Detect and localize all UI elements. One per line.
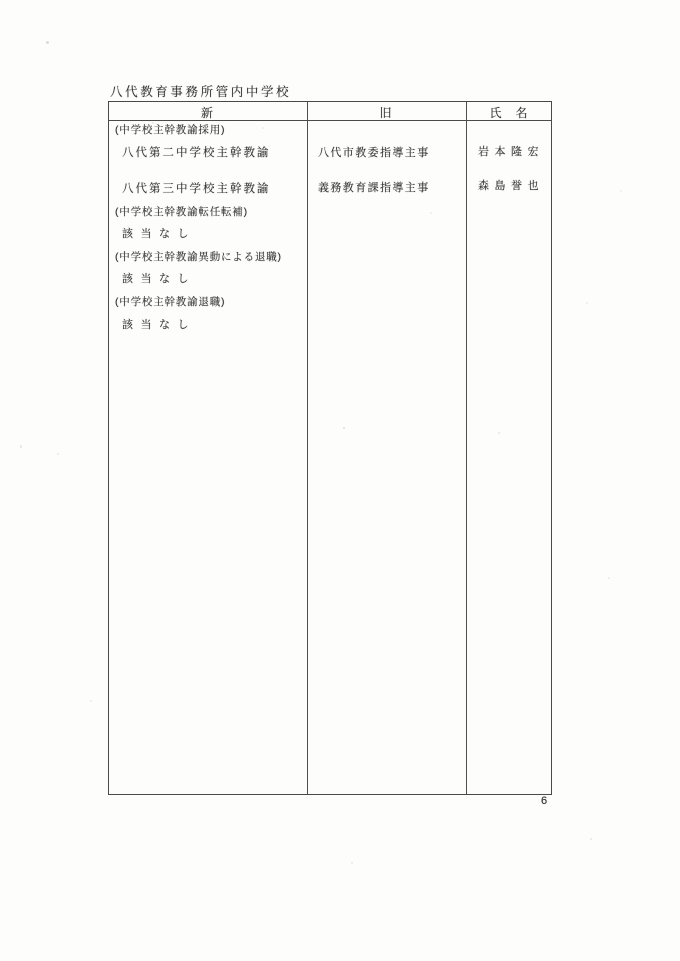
scan-speck <box>262 127 264 129</box>
column-divider-2 <box>466 102 467 794</box>
table-row-category-idou-taishoku: (中学校主幹教諭異動による退職) <box>115 251 282 263</box>
table-row-not-applicable: 該当なし <box>122 228 196 240</box>
scan-speck <box>498 432 500 434</box>
scan-speck <box>20 445 22 448</box>
table-row-entry-old-position: 八代市教委指導主事 <box>318 147 430 159</box>
scan-speck <box>57 453 59 455</box>
document-title: 八代教育事務所管内中学校 <box>110 85 292 99</box>
scan-speck <box>586 302 588 304</box>
table-row-category-tennin: (中学校主幹教諭転任転補) <box>115 206 248 218</box>
table-row-not-applicable: 該当なし <box>122 273 196 285</box>
table-row-entry-old-position: 義務教育課指導主事 <box>318 182 430 194</box>
column-header-name: 氏名 <box>489 106 542 120</box>
column-divider-1 <box>307 102 308 794</box>
column-header-new: 新 <box>200 106 215 120</box>
personnel-table <box>108 101 552 795</box>
table-row-entry-new-position: 八代第二中学校主幹教諭 <box>122 147 271 159</box>
page-number: 6 <box>541 795 548 807</box>
table-row-not-applicable: 該当なし <box>122 319 196 331</box>
scan-speck <box>90 700 92 702</box>
table-row-entry-new-position: 八代第三中学校主幹教諭 <box>122 183 271 195</box>
scan-speck <box>590 838 592 840</box>
table-row-entry-person-name: 岩本隆宏 <box>478 146 544 158</box>
scan-speck <box>351 862 353 864</box>
scan-speck <box>343 427 345 429</box>
scan-speck <box>620 190 622 192</box>
scan-speck <box>608 577 610 579</box>
column-header-old: 旧 <box>379 106 394 120</box>
table-row-category-taishoku: (中学校主幹教諭退職) <box>115 296 226 308</box>
scan-speck <box>46 41 49 44</box>
scan-speck <box>430 212 432 214</box>
scan-speck <box>152 122 154 124</box>
table-row-category-saiyou: (中学校主幹教諭採用) <box>115 124 226 136</box>
table-row-entry-person-name: 森島誉也 <box>478 180 544 192</box>
